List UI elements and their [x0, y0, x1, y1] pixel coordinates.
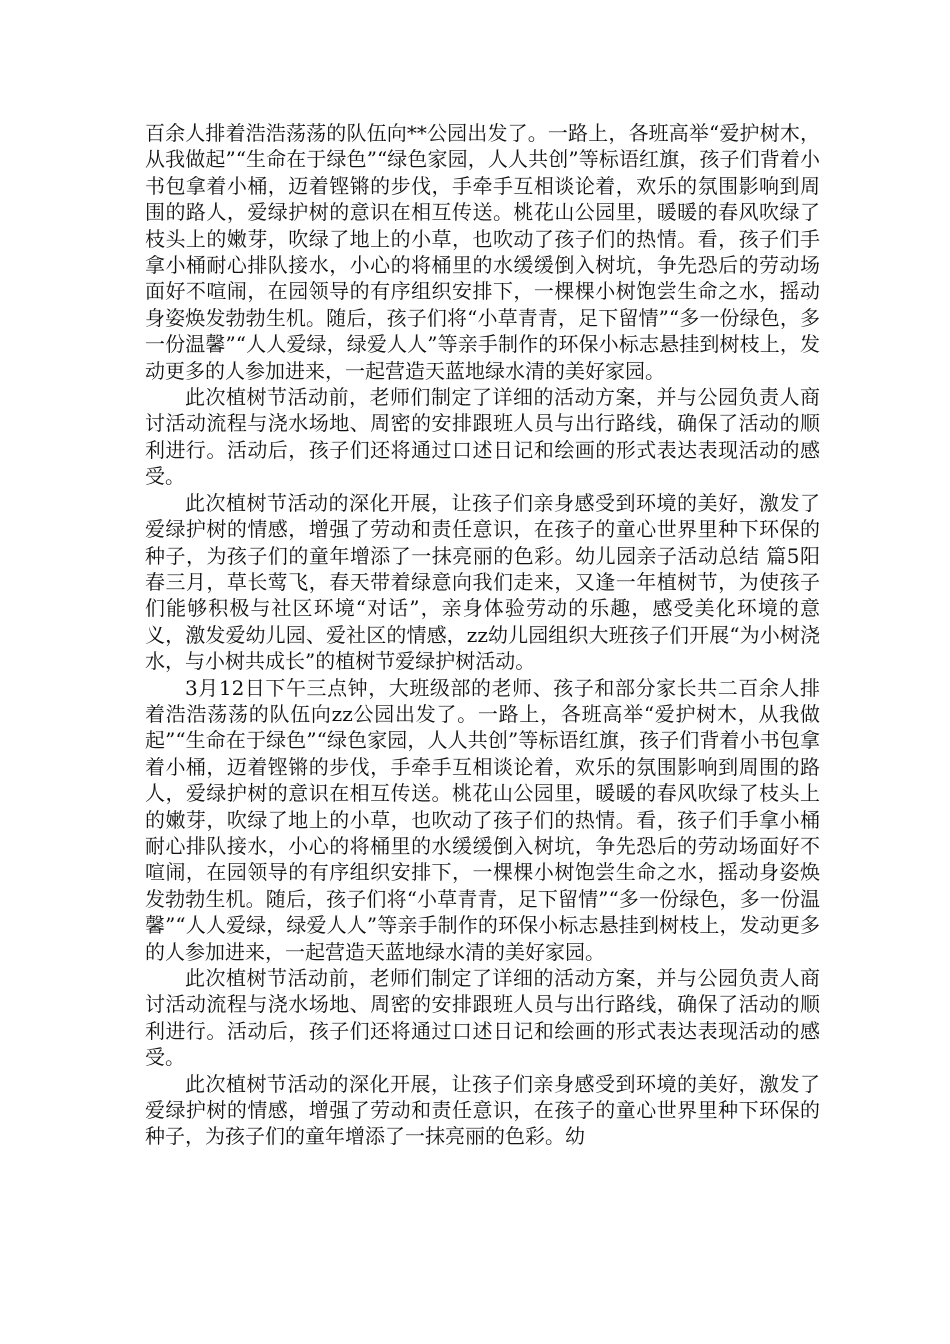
paragraph-3: 此次植树节活动的深化开展，让孩子们亲身感受到环境的美好，激发了爱绿护树的情感，增强了劳动和责任意识，在孩子的童心世界里种下环保的种子，为孩子们的童年增添了一抹亮丽的色彩。幼儿园亲子活动总结 篇5阳春三月，草长莺飞，春天带着绿意向我们走来，又逢一年植树节，为使孩子们能够积极与社区环境“对话”，亲身体验劳动的乐趣，感受美化环境的意义，激发爱幼儿园、爱社区的情感，zz幼儿园组织大班孩子们开展“为小树浇水，与小树共成长”的植树节爱绿护树活动。: [145, 490, 820, 674]
paragraph-1: 百余人排着浩浩荡荡的队伍向**公园出发了。一路上，各班高举“爱护树木，从我做起”“生命在于绿色”“绿色家园，人人共创”等标语红旗，孩子们背着小书包拿着小桶，迈着铿锵的步伐，手牵手互相谈论着，欢乐的氛围影响到周围的路人，爱绿护树的意识在相互传送。桃花山公园里，暖暖的春风吹绿了枝头上的嫩芽，吹绿了地上的小草，也吹动了孩子们的热情。看，孩子们手拿小桶耐心排队接水，小心的将桶里的水缓缓倒入树坑，争先恐后的劳动场面好不喧闹，在园领导的有序组织安排下，一棵棵小树饱尝生命之水，摇动身姿焕发勃勃生机。随后，孩子们将“小草青青，足下留情”“多一份绿色，多一份温馨”“人人爱绿，绿爱人人”等亲手制作的环保小标志悬挂到树枝上，发动更多的人参加进来，一起营造天蓝地绿水清的美好家园。: [145, 121, 820, 383]
paragraph-6: 此次植树节活动的深化开展，让孩子们亲身感受到环境的美好，激发了爱绿护树的情感，增强了劳动和责任意识，在孩子的童心世界里种下环保的种子，为孩子们的童年增添了一抹亮丽的色彩。幼: [145, 1071, 820, 1149]
paragraph-4: 3月12日下午三点钟，大班级部的老师、孩子和部分家长共二百余人排着浩浩荡荡的队伍向zz公园出发了。一路上，各班高举“爱护树木，从我做起”“生命在于绿色”“绿色家园，人人共创”等标语红旗，孩子们背着小书包拿着小桶，迈着铿锵的步伐，手牵手互相谈论着，欢乐的氛围影响到周围的路人，爱绿护树的意识在相互传送。桃花山公园里，暖暖的春风吹绿了枝头上的嫩芽，吹绿了地上的小草，也吹动了孩子们的热情。看，孩子们手拿小桶耐心排队接水，小心的将桶里的水缓缓倒入树坑，争先恐后的劳动场面好不喧闹，在园领导的有序组织安排下，一棵棵小树饱尝生命之水，摇动身姿焕发勃勃生机。随后，孩子们将“小草青青，足下留情”“多一份绿色，多一份温馨”“人人爱绿，绿爱人人”等亲手制作的环保小标志悬挂到树枝上，发动更多的人参加进来，一起营造天蓝地绿水清的美好家园。: [145, 675, 820, 964]
paragraph-2: 此次植树节活动前，老师们制定了详细的活动方案，并与公园负责人商讨活动流程与浇水场地、周密的安排跟班人员与出行路线，确保了活动的顺利进行。活动后，孩子们还将通过口述日记和绘画的形式表达表现活动的感受。: [145, 385, 820, 489]
paragraph-5: 此次植树节活动前，老师们制定了详细的活动方案，并与公园负责人商讨活动流程与浇水场地、周密的安排跟班人员与出行路线，确保了活动的顺利进行。活动后，孩子们还将通过口述日记和绘画的形式表达表现活动的感受。: [145, 966, 820, 1070]
document-body: [145, 120, 820, 1150]
